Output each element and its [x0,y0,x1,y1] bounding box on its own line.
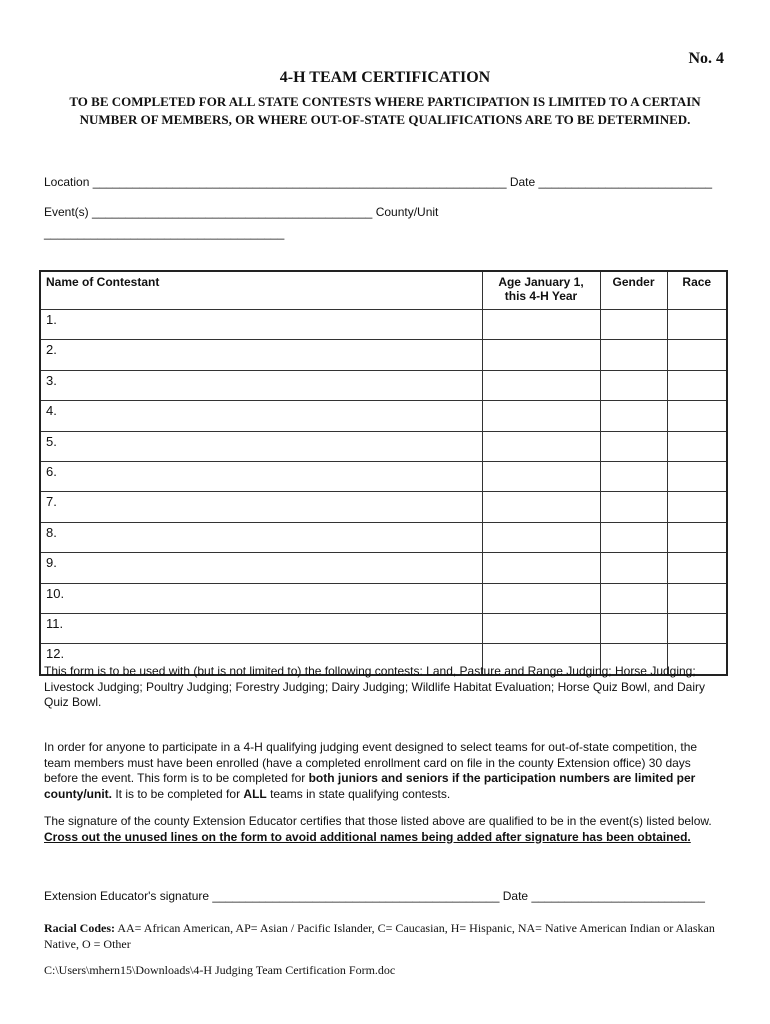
age-cell[interactable] [482,370,600,400]
table-row [40,492,727,522]
gender-cell[interactable] [600,492,667,522]
age-cell[interactable] [482,583,600,613]
racial-codes-label: Racial Codes: [44,921,115,935]
gender-cell[interactable] [600,583,667,613]
table-row [40,553,727,583]
header-race: Race [667,271,727,310]
eligibility-text-3: teams in state qualifying contests. [266,786,451,801]
race-cell[interactable] [667,553,727,583]
table-row [40,431,727,461]
signature-paragraph [44,814,724,845]
gender-cell[interactable] [600,522,667,552]
age-cell[interactable] [482,431,600,461]
race-cell[interactable] [667,401,727,431]
eligibility-text-1: In order for anyone to participate in a 4-H qualifying judging event designed to select teams for out-of-state competition, the team members must have been enrolled (have a completed enrollment card on file in the county Extension office) 30 days before the event. This form is to be completed for [44,740,698,785]
age-cell[interactable] [482,492,600,522]
eligibility-all: ALL [243,786,267,801]
events-field[interactable]: __________________________________________ [92,205,373,219]
table-body [40,310,727,675]
table-row [40,310,727,340]
race-cell[interactable] [667,522,727,552]
table-row [40,401,727,431]
table-row [40,522,727,552]
racial-codes [44,920,734,952]
race-cell[interactable] [667,613,727,643]
race-cell[interactable] [667,340,727,370]
name-cell[interactable]: 12. [40,644,482,675]
name-cell[interactable]: 4. [40,401,482,431]
age-cell[interactable] [482,310,600,340]
race-cell[interactable] [667,370,727,400]
gender-cell[interactable] [600,401,667,431]
eligibility-emphasis: both juniors and seniors if the participation numbers are limited per county/unit. [44,771,696,801]
table-row [40,340,727,370]
name-cell[interactable]: 5. [40,431,482,461]
form-subtitle: TO BE COMPLETED FOR ALL STATE CONTESTS WHERE PARTICIPATION IS LIMITED TO A CERTAIN NUMBER OF MEMBERS, OR WHERE OUT-OF-STATE QUALIFICATIONS ARE TO BE DETERMINED. [69,94,701,127]
contestant-table [39,270,728,676]
race-cell[interactable] [667,583,727,613]
gender-cell[interactable] [600,340,667,370]
race-cell[interactable] [667,310,727,340]
age-cell[interactable] [482,340,600,370]
name-cell[interactable]: 9. [40,553,482,583]
date-field[interactable]: __________________________ [538,175,713,189]
name-cell[interactable]: 10. [40,583,482,613]
contests-paragraph: This form is to be used with (but is not limited to) the following contests: Land, Pasture and Range Judging; Horse Judging; Livestock Judging; Poultry Judging; Forestry Judging; Dairy Judging; Wildlife Habitat Evaluation; Horse Quiz Bowl, and Dairy Quiz Bowl. [44,664,705,709]
header-age: Age January 1, this 4-H Year [482,271,600,310]
eligibility-paragraph [44,740,724,802]
county-label: County/Unit [375,205,439,219]
age-cell[interactable] [482,553,600,583]
gender-cell[interactable] [600,553,667,583]
form-title: 4-H TEAM CERTIFICATION [279,69,491,86]
location-field[interactable]: ______________________________________________________________ [92,175,507,189]
racial-codes-text: AA= African American, AP= Asian / Pacific Islander, C= Caucasian, H= Hispanic, NA= Native American Indian or Alaskan Native, O = Other [44,921,715,951]
name-cell[interactable]: 2. [40,340,482,370]
gender-cell[interactable] [600,310,667,340]
header-name: Name of Contestant [40,271,482,310]
gender-cell[interactable] [600,370,667,400]
date-label: Date [509,175,536,189]
race-cell[interactable] [667,461,727,491]
table-header-row [40,271,727,310]
gender-cell[interactable] [600,431,667,461]
signature-field[interactable]: ___________________________________________ [212,889,500,903]
age-cell[interactable] [482,401,600,431]
form-number: No. 4 [688,50,724,67]
age-cell[interactable] [482,461,600,491]
signature-date-field[interactable]: __________________________ [531,889,705,903]
table-row [40,370,727,400]
header-gender: Gender [600,271,667,310]
cross-out-instruction: Cross out the unused lines on the form to avoid additional names being added after signature has been obtained. [44,829,691,844]
table-row [40,613,727,643]
race-cell[interactable] [667,492,727,522]
table-row [40,583,727,613]
race-cell[interactable] [667,431,727,461]
age-cell[interactable] [482,613,600,643]
location-label: Location [44,175,90,189]
location-date-row [44,175,712,189]
signature-date-label: Date [502,889,529,903]
signature-row [44,889,705,903]
eligibility-text-2: It is to be completed for [112,786,244,801]
gender-cell[interactable] [600,461,667,491]
age-cell[interactable] [482,522,600,552]
signature-text: The signature of the county Extension Educator certifies that those listed above are qualified to be in the event(s) listed below. [44,814,712,828]
name-cell[interactable]: 3. [40,370,482,400]
name-cell[interactable]: 8. [40,522,482,552]
events-county-row [44,205,438,219]
name-cell[interactable]: 11. [40,613,482,643]
name-cell[interactable]: 6. [40,461,482,491]
table-row [40,461,727,491]
file-path: C:\Users\mhern15\Downloads\4-H Judging Team Certification Form.doc [44,963,396,977]
gender-cell[interactable] [600,613,667,643]
events-label: Event(s) [44,205,89,219]
signature-label: Extension Educator's signature [44,889,210,903]
name-cell[interactable]: 1. [40,310,482,340]
name-cell[interactable]: 7. [40,492,482,522]
county-field[interactable]: ____________________________________ [44,226,285,240]
